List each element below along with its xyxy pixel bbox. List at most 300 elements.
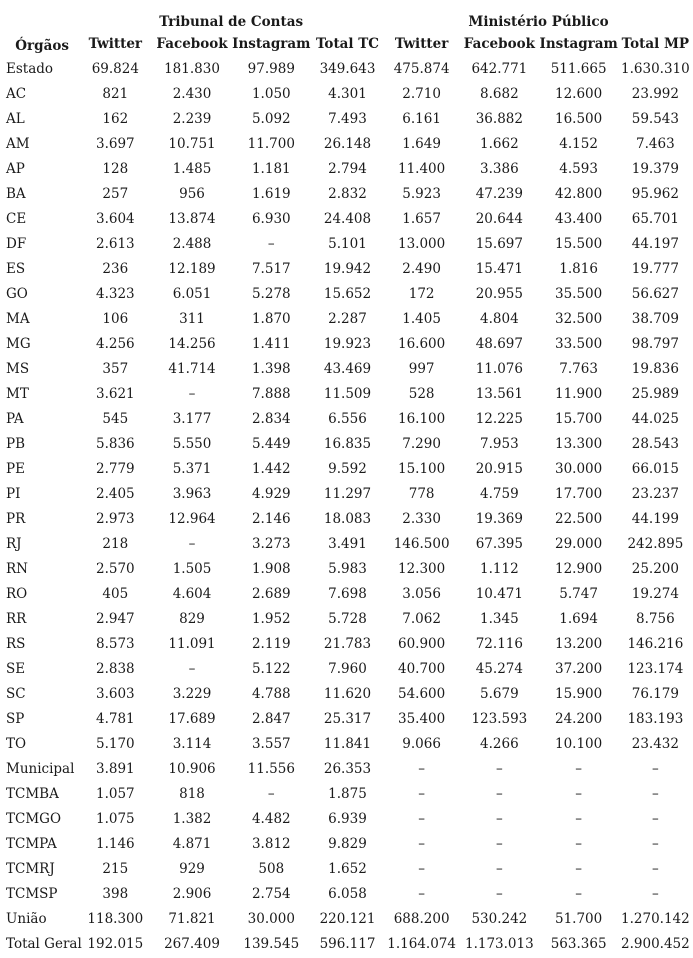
table-header (0, 0, 693, 56)
table-cell: 9.066 (402, 735, 441, 752)
table-cell: 4.759 (480, 485, 519, 502)
table-cell: 8.756 (636, 610, 675, 627)
table-cell: – (418, 810, 425, 827)
row-label: AP (6, 160, 25, 177)
table-row (0, 131, 693, 156)
table-cell: 1.630.310 (621, 60, 690, 77)
row-label: Municipal (6, 760, 75, 777)
row-label: AC (6, 85, 27, 102)
row-label: TCMPA (6, 835, 57, 852)
table-row (0, 206, 693, 231)
table-cell: 24.408 (323, 210, 372, 227)
group-header-row (0, 0, 693, 32)
table-cell: 257 (102, 185, 129, 202)
table-cell: 20.955 (475, 285, 523, 302)
table-cell: – (495, 885, 503, 902)
row-label: AL (6, 110, 25, 127)
column-header-tc-facebook: Facebook (156, 36, 228, 52)
table-cell: – (652, 785, 659, 802)
table-cell: 2.239 (172, 110, 212, 127)
table-cell: 1.870 (251, 310, 291, 327)
table-cell: 11.400 (398, 160, 446, 177)
table-cell: 21.783 (323, 635, 372, 652)
row-label: RS (6, 635, 26, 652)
table-cell: 642.771 (471, 60, 528, 77)
table-cell: 59.543 (631, 110, 679, 127)
table-cell: 15.100 (398, 460, 446, 477)
table-cell: 1.173.013 (464, 935, 534, 952)
table-cell: 3.604 (95, 210, 135, 227)
row-label: Estado (6, 60, 54, 77)
table-cell: – (652, 810, 659, 827)
table-cell: 6.556 (328, 410, 367, 427)
table-body (0, 56, 693, 956)
table-cell: 123.174 (627, 660, 684, 677)
table-cell: 16.835 (323, 435, 372, 452)
table-cell: 2.488 (172, 235, 212, 252)
table-cell: 1.405 (402, 310, 441, 327)
table-cell: 19.379 (631, 160, 679, 177)
table-cell: – (495, 835, 503, 852)
table-cell: 2.119 (251, 635, 291, 652)
table-cell: 26.148 (323, 135, 372, 152)
table-cell: 4.871 (172, 835, 212, 852)
table-cell: 997 (408, 360, 435, 377)
group-header-tribunal-de-contas: Tribunal de Contas (159, 14, 304, 30)
row-label: BA (6, 185, 26, 202)
table-cell: 16.500 (555, 110, 603, 127)
table-cell: 172 (408, 285, 435, 302)
table-cell: 11.620 (323, 685, 372, 702)
table-cell: 35.400 (398, 710, 446, 727)
table-cell: 22.500 (555, 510, 603, 527)
column-header-mp-twitter: Twitter (394, 36, 449, 52)
table-cell: 1.050 (251, 85, 291, 102)
table-cell: 1.649 (402, 135, 441, 152)
table-cell: 43.400 (555, 210, 603, 227)
table-cell: 47.239 (475, 185, 523, 202)
table-cell: 60.900 (398, 635, 446, 652)
table-cell: 1.816 (559, 260, 598, 277)
table-row (0, 906, 693, 931)
table-cell: 97.989 (247, 60, 295, 77)
table-cell: 146.216 (627, 635, 684, 652)
table-row (0, 181, 693, 206)
table-cell: 98.797 (631, 335, 679, 352)
table-cell: 475.874 (393, 60, 450, 77)
table-cell: 146.500 (393, 535, 450, 552)
table-cell: 9.829 (328, 835, 367, 852)
table-cell: 11.509 (323, 385, 372, 402)
table-cell: 15.652 (323, 285, 372, 302)
table-cell: 139.545 (243, 935, 300, 952)
table-cell: 357 (102, 360, 129, 377)
table-row (0, 306, 693, 331)
table-cell: 4.804 (480, 310, 519, 327)
table-cell: 69.824 (91, 60, 139, 77)
row-label: SP (6, 710, 25, 727)
table-cell: 32.500 (555, 310, 603, 327)
table-cell: – (188, 660, 196, 677)
table-cell: 5.836 (95, 435, 135, 452)
table-cell: – (575, 810, 582, 827)
table-cell: 5.728 (328, 610, 367, 627)
table-cell: 44.197 (631, 235, 679, 252)
table-cell: 10.100 (555, 735, 603, 752)
table-cell: 821 (102, 85, 129, 102)
table-cell: 1.662 (480, 135, 519, 152)
row-label: PR (6, 510, 26, 527)
table-cell: 19.836 (631, 360, 679, 377)
table-cell: 17.689 (168, 710, 216, 727)
table-cell: 15.900 (555, 685, 603, 702)
table-row (0, 581, 693, 606)
table-cell: 192.015 (87, 935, 144, 952)
table-cell: 13.874 (168, 210, 216, 227)
table-cell: 72.116 (475, 635, 523, 652)
table-cell: 19.777 (631, 260, 679, 277)
table-cell: 118.300 (87, 910, 144, 927)
table-cell: 3.114 (172, 735, 212, 752)
table-cell: 1.345 (480, 610, 519, 627)
table-cell: 1.952 (251, 610, 291, 627)
table-cell: 11.297 (323, 485, 372, 502)
table-cell: 15.697 (475, 235, 523, 252)
table-cell: 242.895 (627, 535, 684, 552)
table-cell: 4.266 (480, 735, 519, 752)
table-row (0, 456, 693, 481)
table-cell: 1.875 (328, 785, 367, 802)
table-row (0, 706, 693, 731)
column-header-mp-facebook: Facebook (463, 36, 535, 52)
table-cell: 1.505 (172, 560, 212, 577)
table-cell: 3.273 (251, 535, 291, 552)
table-cell: 12.300 (398, 560, 446, 577)
table-cell: 106 (102, 310, 129, 327)
table-cell: 11.700 (247, 135, 295, 152)
table-cell: 23.432 (631, 735, 679, 752)
table-cell: 1.075 (95, 810, 135, 827)
table-row (0, 681, 693, 706)
table-cell: 2.779 (95, 460, 135, 477)
table-cell: 778 (408, 485, 435, 502)
table-cell: 2.689 (251, 585, 291, 602)
table-cell: 1.112 (480, 560, 519, 577)
table-cell: 2.832 (328, 185, 367, 202)
table-cell: 2.834 (251, 410, 291, 427)
table-cell: 2.146 (251, 510, 291, 527)
table-cell: 6.051 (172, 285, 212, 302)
table-cell: 405 (102, 585, 129, 602)
table-cell: 4.152 (559, 135, 598, 152)
table-cell: 528 (408, 385, 435, 402)
table-cell: 1.398 (251, 360, 291, 377)
table-cell: 4.604 (172, 585, 212, 602)
table-cell: 19.274 (631, 585, 679, 602)
table-cell: 11.841 (323, 735, 372, 752)
table-cell: – (575, 885, 582, 902)
table-cell: 2.570 (95, 560, 135, 577)
table-cell: – (652, 760, 659, 777)
table-cell: 349.643 (319, 60, 376, 77)
table-cell: 1.619 (251, 185, 291, 202)
table-cell: 829 (179, 610, 205, 627)
table-cell: 929 (179, 860, 205, 877)
table-cell: 215 (102, 860, 129, 877)
row-label: MT (6, 385, 29, 402)
table-row (0, 331, 693, 356)
table-cell: 16.600 (398, 335, 446, 352)
table-cell: 7.463 (636, 135, 675, 152)
table-row (0, 731, 693, 756)
table-cell: 40.700 (398, 660, 446, 677)
table-cell: 44.199 (631, 510, 679, 527)
table-cell: 3.621 (95, 385, 135, 402)
table-cell: 1.485 (172, 160, 212, 177)
table-cell: 1.164.074 (387, 935, 456, 952)
table-cell: 5.278 (251, 285, 291, 302)
table-cell: 23.992 (631, 85, 679, 102)
table-cell: 44.025 (631, 410, 679, 427)
table-cell: 530.242 (471, 910, 528, 927)
table-cell: 41.714 (168, 360, 216, 377)
table-row (0, 806, 693, 831)
table-cell: – (575, 835, 582, 852)
table-cell: 4.929 (251, 485, 291, 502)
row-label: PI (6, 485, 21, 502)
row-label: RJ (6, 535, 22, 552)
table-cell: 311 (179, 310, 205, 327)
table-cell: 38.709 (631, 310, 679, 327)
table-cell: 5.679 (480, 685, 519, 702)
table-cell: – (652, 885, 659, 902)
table-cell: 2.430 (172, 85, 212, 102)
table-cell: 7.888 (251, 385, 291, 402)
group-header-ministerio-publico: Ministério Público (468, 14, 609, 30)
table-cell: 12.189 (168, 260, 216, 277)
row-label: DF (6, 235, 27, 252)
table-cell: 4.482 (251, 810, 291, 827)
table-cell: 267.409 (164, 935, 220, 952)
table-row (0, 606, 693, 631)
table-cell: 1.442 (251, 460, 291, 477)
table-cell: 5.923 (402, 185, 441, 202)
table-cell: 3.056 (402, 585, 441, 602)
table-row (0, 281, 693, 306)
row-label: MA (6, 310, 30, 327)
column-header-row (0, 32, 693, 56)
table-cell: 3.557 (251, 735, 291, 752)
table-cell: 10.471 (475, 585, 523, 602)
table-cell: – (418, 785, 425, 802)
table-cell: 20.915 (475, 460, 523, 477)
table-cell: 2.754 (251, 885, 291, 902)
table-cell: 26.353 (323, 760, 372, 777)
table-cell: 5.101 (328, 235, 367, 252)
table-cell: 181.830 (164, 60, 220, 77)
table-cell: 1.908 (251, 560, 291, 577)
table-row (0, 256, 693, 281)
row-label: MG (6, 335, 31, 352)
table-cell: 24.200 (555, 710, 603, 727)
table-cell: 5.092 (251, 110, 291, 127)
table-cell: 545 (102, 410, 129, 427)
table-row (0, 631, 693, 656)
table-row (0, 881, 693, 906)
table-cell: 12.900 (555, 560, 603, 577)
table-cell: 18.083 (323, 510, 372, 527)
row-label: PB (6, 435, 26, 452)
table-cell: 8.682 (480, 85, 519, 102)
table-cell: 16.100 (398, 410, 446, 427)
row-label: PE (6, 460, 25, 477)
table-cell: 1.146 (95, 835, 135, 852)
table-cell: 1.657 (402, 210, 441, 227)
table-cell: 95.962 (631, 185, 679, 202)
table-cell: 35.500 (555, 285, 603, 302)
table-row (0, 406, 693, 431)
table-cell: 6.058 (328, 885, 367, 902)
row-label: TCMGO (6, 810, 62, 827)
table-cell: 36.882 (475, 110, 523, 127)
table-row (0, 356, 693, 381)
table-cell: 4.301 (328, 85, 367, 102)
table-cell: 508 (258, 860, 285, 877)
table-cell: 5.122 (251, 660, 291, 677)
row-label: AM (6, 135, 30, 152)
table-row (0, 481, 693, 506)
table-cell: 42.800 (555, 185, 603, 202)
table-cell: 30.000 (555, 460, 603, 477)
table-row (0, 106, 693, 131)
table-cell: 398 (102, 885, 129, 902)
table-cell: 66.015 (631, 460, 679, 477)
table-cell: 71.821 (168, 910, 216, 927)
table-cell: – (575, 860, 582, 877)
table-cell: 43.469 (323, 360, 372, 377)
table-row (0, 931, 693, 956)
row-label: RR (6, 610, 27, 627)
table-cell: 7.062 (402, 610, 441, 627)
table-cell: 6.161 (402, 110, 441, 127)
table-cell: 7.517 (251, 260, 291, 277)
table-cell: 25.989 (631, 385, 679, 402)
table-cell: – (495, 760, 503, 777)
column-header-mp-instagram: Instagram (539, 36, 618, 52)
table-cell: 2.947 (95, 610, 135, 627)
table-row (0, 856, 693, 881)
table-cell: 4.788 (251, 685, 291, 702)
table-cell: – (418, 760, 425, 777)
table-cell: 2.900.452 (621, 935, 690, 952)
table-row (0, 656, 693, 681)
table-cell: 3.491 (328, 535, 367, 552)
column-header-tc-twitter: Twitter (88, 36, 143, 52)
table-cell: 3.177 (172, 410, 212, 427)
table-row (0, 756, 693, 781)
table-cell: 3.229 (172, 685, 212, 702)
table-cell: 5.983 (328, 560, 367, 577)
table-cell: – (652, 860, 659, 877)
table-cell: – (188, 535, 196, 552)
table-row (0, 231, 693, 256)
row-label: TCMRJ (6, 860, 55, 877)
table-cell: 563.365 (550, 935, 607, 952)
table-cell: 1.694 (559, 610, 598, 627)
table-cell: 19.942 (323, 260, 372, 277)
table-cell: 2.330 (402, 510, 441, 527)
table-cell: 2.838 (95, 660, 135, 677)
table-cell: 7.290 (402, 435, 441, 452)
table-cell: 15.471 (475, 260, 523, 277)
table-cell: 20.644 (475, 210, 523, 227)
table-cell: 3.603 (95, 685, 135, 702)
table-cell: 54.600 (398, 685, 446, 702)
table-cell: 596.117 (319, 935, 376, 952)
table-cell: 29.000 (555, 535, 603, 552)
row-label: Total Geral (6, 935, 82, 952)
table-cell: – (495, 810, 503, 827)
table-cell: 128 (102, 160, 129, 177)
table-cell: 5.550 (172, 435, 212, 452)
row-label: SC (6, 685, 26, 702)
table-cell: 13.561 (475, 385, 523, 402)
table-row (0, 781, 693, 806)
table-cell: 218 (102, 535, 129, 552)
table-cell: 45.274 (475, 660, 523, 677)
table-cell: 13.000 (398, 235, 446, 252)
table-cell: 15.500 (555, 235, 603, 252)
table-cell: – (575, 785, 582, 802)
table-cell: 30.000 (247, 910, 295, 927)
table-cell: 19.923 (323, 335, 372, 352)
table-cell: 4.323 (95, 285, 135, 302)
table-cell: 28.543 (631, 435, 679, 452)
table-cell: 9.592 (328, 460, 367, 477)
table-cell: – (267, 235, 275, 252)
table-cell: 1.382 (172, 810, 212, 827)
table-cell: 2.710 (402, 85, 441, 102)
table-cell: – (652, 835, 659, 852)
table-cell: 2.287 (328, 310, 367, 327)
table-cell: 7.763 (559, 360, 598, 377)
table-cell: 2.613 (95, 235, 135, 252)
table-cell: 5.449 (251, 435, 291, 452)
table-cell: 4.781 (95, 710, 135, 727)
table-cell: 6.939 (328, 810, 367, 827)
table-cell: 11.091 (168, 635, 216, 652)
table-cell: 14.256 (168, 335, 216, 352)
row-label: SE (6, 660, 26, 677)
table-cell: 2.906 (172, 885, 212, 902)
table-cell: 76.179 (631, 685, 679, 702)
table-cell: 1.270.142 (621, 910, 690, 927)
table-cell: 11.076 (475, 360, 523, 377)
table-cell: 67.395 (475, 535, 523, 552)
table-cell: 19.369 (475, 510, 523, 527)
table-cell: 183.193 (627, 710, 684, 727)
table-cell: 7.960 (328, 660, 367, 677)
table-cell: – (188, 385, 196, 402)
row-label: TO (6, 735, 27, 752)
table-row (0, 81, 693, 106)
table-cell: 688.200 (393, 910, 450, 927)
column-header-total-tc: Total TC (315, 36, 380, 52)
table-cell: 15.700 (555, 410, 603, 427)
row-label: GO (6, 285, 28, 302)
table-row (0, 156, 693, 181)
table-cell: 11.556 (247, 760, 295, 777)
